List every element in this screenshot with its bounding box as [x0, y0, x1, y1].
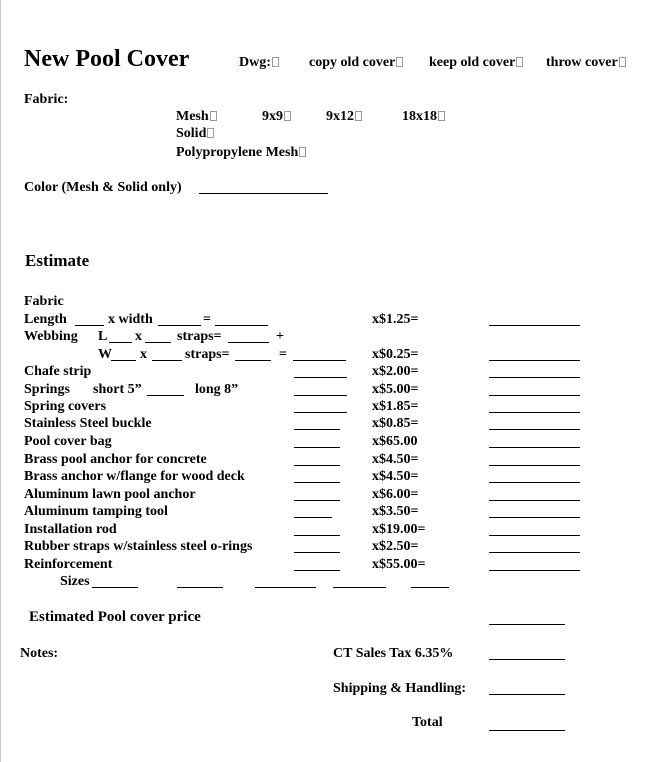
- item-label: Stainless Steel buckle: [24, 416, 152, 431]
- item-price: x$4.50=: [372, 452, 419, 467]
- dwg-checkbox[interactable]: [272, 57, 279, 67]
- size-9x12-option[interactable]: [326, 110, 362, 124]
- mesh-checkbox[interactable]: [210, 111, 217, 121]
- item-label: Reinforcement: [24, 557, 113, 572]
- fabric-label: Fabric:: [24, 92, 69, 107]
- size-18x18-label: 18x18: [402, 109, 437, 124]
- springs-long-label: long 8”: [195, 382, 239, 397]
- item-label: Chafe strip: [24, 364, 92, 379]
- item-qty-input[interactable]: [294, 517, 332, 518]
- solid-label: Solid: [176, 126, 207, 141]
- webbing-W-input[interactable]: [111, 360, 136, 361]
- total-input[interactable]: [489, 730, 565, 731]
- notes-label: Notes:: [20, 646, 59, 661]
- webbing-W-x: x: [140, 347, 147, 362]
- item-qty-input[interactable]: [294, 552, 340, 553]
- item-price: x$65.00: [372, 434, 418, 449]
- estimate-heading: Estimate: [25, 251, 90, 270]
- webbing-total-input[interactable]: [489, 360, 580, 361]
- throw-cover-label: throw cover: [546, 55, 618, 70]
- color-input[interactable]: [199, 193, 328, 194]
- springs-short-label: short 5”: [93, 382, 142, 397]
- item-label: Aluminum lawn pool anchor: [24, 487, 196, 502]
- item-total-input[interactable]: [489, 500, 580, 501]
- keep-old-cover-group[interactable]: [429, 56, 523, 70]
- keep-old-cover-label: keep old cover: [429, 55, 516, 70]
- page-left-border: [0, 0, 1, 762]
- item-label: Pool cover bag: [24, 434, 112, 449]
- item-price: x$4.50=: [372, 469, 419, 484]
- length-total-input[interactable]: [489, 325, 580, 326]
- mesh-label: Mesh: [176, 109, 209, 124]
- item-qty-input[interactable]: [294, 377, 347, 378]
- size-9x12-label: 9x12: [326, 109, 354, 124]
- total-label: Total: [412, 715, 443, 730]
- dwg-label: Dwg:: [239, 55, 271, 70]
- item-price: x$0.85=: [372, 416, 419, 431]
- item-price: x$19.00=: [372, 522, 426, 537]
- size-18x18-option[interactable]: [402, 110, 445, 124]
- item-label: Brass anchor w/flange for wood deck: [24, 469, 245, 484]
- keep-old-cover-checkbox[interactable]: [516, 57, 523, 67]
- width-label: x width: [108, 312, 153, 327]
- copy-old-cover-group[interactable]: [309, 56, 403, 70]
- length-input[interactable]: [75, 325, 104, 326]
- item-qty-input[interactable]: [294, 482, 340, 483]
- item-label: Aluminum tamping tool: [24, 504, 168, 519]
- springs-qty-input[interactable]: [294, 395, 347, 396]
- item-price: x$3.50=: [372, 504, 419, 519]
- sales-tax-input[interactable]: [489, 659, 565, 660]
- polypropylene-label: Polypropylene Mesh: [176, 145, 299, 160]
- item-price: x$2.50=: [372, 539, 419, 554]
- item-total-input[interactable]: [489, 482, 580, 483]
- item-total-input[interactable]: [489, 377, 580, 378]
- springs-short-input[interactable]: [147, 395, 184, 396]
- item-total-input[interactable]: [489, 552, 580, 553]
- size-input-4[interactable]: [333, 587, 386, 588]
- size-9x9-option[interactable]: [262, 110, 291, 124]
- size-9x9-checkbox[interactable]: [284, 111, 291, 121]
- width-input[interactable]: [158, 325, 201, 326]
- item-price: x$6.00=: [372, 487, 419, 502]
- estimated-price-input[interactable]: [489, 624, 565, 625]
- estimated-price-label: Estimated Pool cover price: [29, 609, 201, 625]
- webbing-L-straps-input[interactable]: [228, 342, 269, 343]
- springs-price: x$5.00=: [372, 382, 419, 397]
- item-total-input[interactable]: [489, 412, 580, 413]
- webbing-sum-input[interactable]: [293, 360, 346, 361]
- item-qty-input[interactable]: [294, 447, 340, 448]
- fabric-subheading: Fabric: [24, 294, 64, 309]
- item-label: Rubber straps w/stainless steel o-rings: [24, 539, 253, 554]
- item-qty-input[interactable]: [294, 412, 347, 413]
- item-price: x$1.85=: [372, 399, 419, 414]
- springs-label: Springs: [24, 382, 70, 397]
- length-price: x$1.25=: [372, 312, 419, 327]
- shipping-input[interactable]: [489, 694, 565, 695]
- webbing-L-x: x: [135, 329, 142, 344]
- item-total-input[interactable]: [489, 535, 580, 536]
- springs-total-input[interactable]: [489, 395, 580, 396]
- item-total-input[interactable]: [489, 517, 580, 518]
- copy-old-cover-checkbox[interactable]: [396, 57, 403, 67]
- item-price: x$55.00=: [372, 557, 426, 572]
- solid-option[interactable]: [176, 127, 214, 141]
- shipping-label: Shipping & Handling:: [333, 681, 467, 696]
- page-title: New Pool Cover: [24, 46, 190, 72]
- area-input[interactable]: [215, 325, 268, 326]
- dwg-checkbox-group[interactable]: [239, 56, 279, 70]
- webbing-W-straps-label: straps=: [185, 347, 230, 362]
- item-qty-input[interactable]: [294, 500, 340, 501]
- copy-old-cover-label: copy old cover: [309, 55, 396, 70]
- item-total-input[interactable]: [489, 570, 580, 571]
- size-input-2[interactable]: [177, 587, 223, 588]
- size-9x9-label: 9x9: [262, 109, 283, 124]
- webbing-plus: +: [276, 329, 284, 344]
- size-9x12-checkbox[interactable]: [355, 111, 362, 121]
- webbing-price: x$0.25=: [372, 347, 419, 362]
- length-label: Length: [24, 312, 67, 327]
- item-qty-input[interactable]: [294, 465, 340, 466]
- size-input-3[interactable]: [255, 587, 316, 588]
- item-total-input[interactable]: [489, 465, 580, 466]
- item-total-input[interactable]: [489, 447, 580, 448]
- webbing-W-count-input[interactable]: [152, 360, 182, 361]
- color-label: Color (Mesh & Solid only): [24, 180, 182, 195]
- webbing-L-input[interactable]: [109, 342, 132, 343]
- webbing-L-count-input[interactable]: [145, 342, 171, 343]
- webbing-W-label: W: [98, 347, 112, 362]
- polypropylene-option[interactable]: [176, 146, 306, 160]
- webbing-equals: =: [279, 347, 287, 362]
- webbing-label: Webbing: [24, 329, 78, 344]
- sales-tax-label: CT Sales Tax 6.35%: [333, 646, 454, 661]
- solid-checkbox[interactable]: [207, 128, 214, 138]
- item-label: Installation rod: [24, 522, 117, 537]
- item-total-input[interactable]: [489, 429, 580, 430]
- length-equals: =: [203, 312, 211, 327]
- webbing-W-straps-input[interactable]: [235, 360, 271, 361]
- throw-cover-checkbox[interactable]: [619, 57, 626, 67]
- item-qty-input[interactable]: [294, 535, 340, 536]
- item-label: Brass pool anchor for concrete: [24, 452, 207, 467]
- polypropylene-checkbox[interactable]: [299, 147, 306, 157]
- sizes-label: Sizes: [60, 574, 90, 589]
- mesh-option[interactable]: [176, 110, 217, 124]
- item-qty-input[interactable]: [294, 429, 340, 430]
- size-input-1[interactable]: [92, 587, 138, 588]
- size-18x18-checkbox[interactable]: [438, 111, 445, 121]
- size-input-5[interactable]: [411, 587, 449, 588]
- item-qty-input[interactable]: [294, 570, 340, 571]
- webbing-L-straps-label: straps=: [177, 329, 222, 344]
- item-label: Spring covers: [24, 399, 107, 414]
- throw-cover-group[interactable]: [546, 56, 626, 70]
- webbing-L-label: L: [98, 329, 108, 344]
- item-price: x$2.00=: [372, 364, 419, 379]
